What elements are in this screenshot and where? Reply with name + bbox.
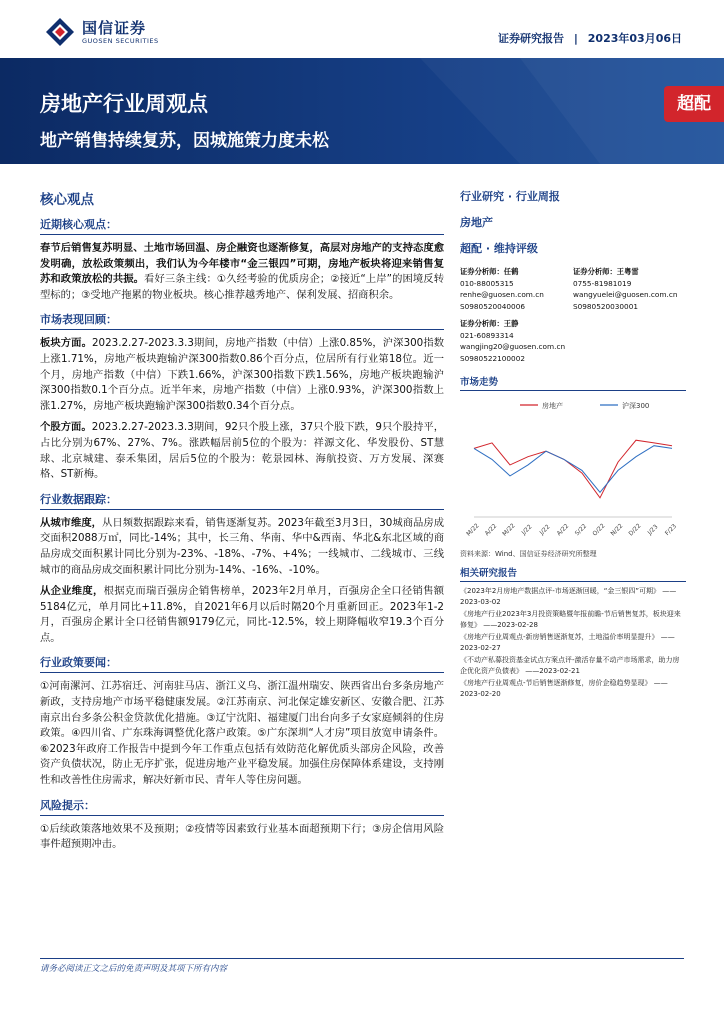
paragraph-stocks <box>40 420 444 482</box>
brand-logo <box>44 16 204 50</box>
analyst-list <box>460 266 686 370</box>
brand-name-en: GUOSEN SECURITIES <box>82 37 159 45</box>
analyst-phone: 010-88005315 <box>460 278 514 288</box>
page-header <box>0 0 724 58</box>
x-tick-label: J/22 <box>520 523 534 537</box>
analyst-email[interactable]: wangyuelei@guosen.com.cn <box>573 290 678 299</box>
analyst-email[interactable]: wangjing20@guosen.com.cn <box>460 342 566 351</box>
related-report-item[interactable]: 《2023年2月房地产数据点评-市场逐渐回暖，“金三银四”可期》 ——2023-03-02 <box>460 587 677 606</box>
report-date: 2023年03月06日 <box>587 32 682 45</box>
analyst-name: 证券分析师：王粤雷 <box>573 267 639 276</box>
core-viewpoints-heading: 核心观点 <box>40 192 94 208</box>
report-type: 证券研究报告 <box>498 32 565 45</box>
analyst-card <box>573 266 686 312</box>
paragraph-body: ①后续政策落地效果不及预期；②疫情等因素致行业基本面超预期下行；③房企信用风险事件超预期冲击。 <box>40 822 444 851</box>
x-tick-label: O/22 <box>591 522 607 538</box>
paragraph-lead: 春节后销售复苏明显、土地市场回温、房企融资也逐渐修复，高层对房地产的支持态度愈发明确，放松政策频出，我们认为今年楼市“金三银四”可期，房地产板块将迎来销售复苏和政策放松的共振。 <box>40 242 444 286</box>
paragraph-body: 2023.2.27-2023.3.3期间，房地产指数（中信）上涨0.85%，沪深300指数上涨1.71%，房地产板块跑输沪深300指数0.86个百分点，位居所有行业第18位。近一个月，房地产指数（中信）下跌1.66%，沪深300指数下跌1.56%，房地产板块跑输沪深300指数0.1个百分点。近半年来，房地产指数（中信）上涨0.93%，沪深300指数上涨1.27%，房地产板块跑输沪深300指数0.34个百分点。 <box>40 337 445 412</box>
paragraph-lead: 板块方面。 <box>40 337 92 350</box>
report-category: 行业研究 · 行业周报 <box>460 190 560 203</box>
industry-name: 房地产 <box>460 216 493 229</box>
industry-rating: 超配 · 维持评级 <box>460 242 538 255</box>
legend-label: 房地产 <box>542 402 563 410</box>
paragraph-body: 看好三条主线：①久经考验的优质房企；②接近“上岸”的困境反转型标的；③受地产拖累的物业板块。核心推荐越秀地产、保利发展、招商积余。 <box>40 273 444 301</box>
paragraph-lead: 个股方面。 <box>40 421 92 434</box>
title-banner <box>0 58 724 164</box>
report-title: 房地产行业周观点 <box>40 92 208 116</box>
paragraph-body: 根据克而瑞百强房企销售榜单，2023年2月单月，百强房企全口径销售额5184亿元，单月同比+11.8%，自2021年6月以后时隔20个月重新回正。2023年1-2月，百强房企累计全口径销售额9179亿元，同比-12.5%，较上期降幅收窄19.3个百分点。 <box>40 585 444 644</box>
section-title-recent: 近期核心观点： <box>40 216 444 235</box>
x-tick-label: F/23 <box>663 522 679 538</box>
x-tick-label: J/23 <box>646 523 660 537</box>
rating-badge: 超配 <box>664 86 724 122</box>
sidebar-column <box>460 188 686 701</box>
paragraph-body: ①河南漯河、江苏宿迁、河南驻马店、浙江义乌、浙江温州瑞安、陕西省出台多条房地产新政，支持房地产市场平稳健康发展。②江苏南京、河北保定雄安新区、安徽合肥、江苏南京出台多条公积金贷款优化措施。③辽宁沈阳、福建厦门出台向多子女家庭倾斜的住房政策。④四川省、广东珠海调整优化落户政策。⑤广东深圳“人才房”项目放宽申请条件。⑥2023年政府工作报告中提到今年工作重点包括有效防范化解优质头部房企风险，改善资产负债状况，防止无序扩张，促进房地产业平稳发展。加强住房保障体系建设，支持刚性和改善性住房需求，解决好新市民、青年人等住房问题。 <box>40 680 444 787</box>
market-trend-svg <box>460 395 686 547</box>
paragraph-enterprise <box>40 584 444 646</box>
market-trend-chart <box>460 395 686 547</box>
x-tick-label: S/22 <box>573 522 589 538</box>
core-viewpoints-column <box>40 188 444 859</box>
market-trend-title: 市场走势 <box>460 374 686 391</box>
paragraph-city <box>40 516 444 578</box>
related-report-item[interactable]: 《不动产私募投资基金试点方案点评-激活存量不动产市场需求，助力房企优化资产负债表》 ——2023-02-21 <box>460 656 680 675</box>
analyst-phone: 021-60893314 <box>460 330 514 340</box>
related-report-item[interactable]: 《房地产行业2023年3月投资策略暨年报前瞻-节后销售复苏，板块迎来修复》 ——2023-02-28 <box>460 610 681 629</box>
series-line-1 <box>474 446 672 493</box>
brand-logo-icon <box>44 16 76 48</box>
footer-disclaimer: 请务必阅读正文之后的免责声明及其项下所有内容 <box>40 964 228 974</box>
analyst-name: 证券分析师：王静 <box>460 319 519 328</box>
related-reports-list <box>460 586 686 699</box>
section-title-risk: 风险提示： <box>40 797 444 816</box>
report-meta <box>498 30 682 46</box>
paragraph-lead: 从城市维度， <box>40 516 103 529</box>
x-tick-label: N/22 <box>609 522 625 538</box>
x-tick-label: A/22 <box>555 522 571 538</box>
paragraph-recent <box>40 241 444 303</box>
chart-source: 资料来源：Wind、国信证券经济研究所整理 <box>460 550 597 558</box>
analyst-cert: S0980520040006 <box>460 301 525 311</box>
section-title-data: 行业数据跟踪： <box>40 491 444 510</box>
x-tick-label: J/22 <box>538 523 552 537</box>
footer-divider <box>40 958 684 959</box>
x-tick-label: M/22 <box>501 522 517 538</box>
analyst-name: 证券分析师：任鹤 <box>460 267 519 276</box>
paragraph-sector <box>40 336 444 414</box>
paragraph-body: 从日频数据跟踪来看，销售逐渐复苏。2023年截至3月3日，30城商品房成交面积2088万㎡，同比-14%；其中，长三角、华南、华中&西南、华北&东北区域的商品房成交面积累计同比分别为-23%、-18%、-7%、+4%；一线城市、二线城市、三线城市的商品房成交面积累计同比分别为-14%、-16%、-10%。 <box>40 516 444 576</box>
analyst-email[interactable]: renhe@guosen.com.cn <box>460 290 544 299</box>
x-tick-label: M/22 <box>465 522 481 538</box>
related-report-item[interactable]: 《房地产行业周观点-节后销售逐渐修复，房价企稳趋势显现》 ——2023-02-20 <box>460 679 668 698</box>
brand-name-cn: 国信证券 <box>82 19 147 37</box>
analyst-phone: 0755-81981019 <box>573 278 632 288</box>
paragraph-lead: 从企业维度， <box>40 585 104 598</box>
series-line-0 <box>474 440 672 498</box>
analyst-card <box>460 266 573 312</box>
paragraph-policy <box>40 679 444 788</box>
section-title-policy: 行业政策要闻： <box>40 654 444 673</box>
x-tick-label: D/22 <box>627 522 643 538</box>
related-report-item[interactable]: 《房地产行业周观点-新房销售逐渐复苏，土地溢价率明显提升》 ——2023-02-27 <box>460 633 675 652</box>
paragraph-risk <box>40 822 444 853</box>
analyst-card <box>460 318 573 364</box>
analyst-cert: S0980522100002 <box>460 353 525 363</box>
analyst-cert: S0980520030001 <box>573 301 638 311</box>
x-tick-label: A/22 <box>483 522 499 538</box>
report-subtitle: 地产销售持续复苏，因城施策力度未松 <box>40 131 329 151</box>
paragraph-body: 2023.2.27-2023.3.3期间，92只个股上涨，37只个股下跌，9只个股持平，占比分别为67%、27%、7%。涨跌幅居前5位的个股为：祥源文化、华发股份、ST慧球、北京城建、泰禾集团，居后5位的个股为：乾景园林、海航投资、万方发展、深赛格、ST新梅。 <box>40 421 445 481</box>
legend-label: 沪深300 <box>622 402 650 410</box>
related-reports-title: 相关研究报告 <box>460 565 686 582</box>
section-title-market: 市场表现回顾： <box>40 311 444 330</box>
meta-separator: | <box>573 32 578 45</box>
